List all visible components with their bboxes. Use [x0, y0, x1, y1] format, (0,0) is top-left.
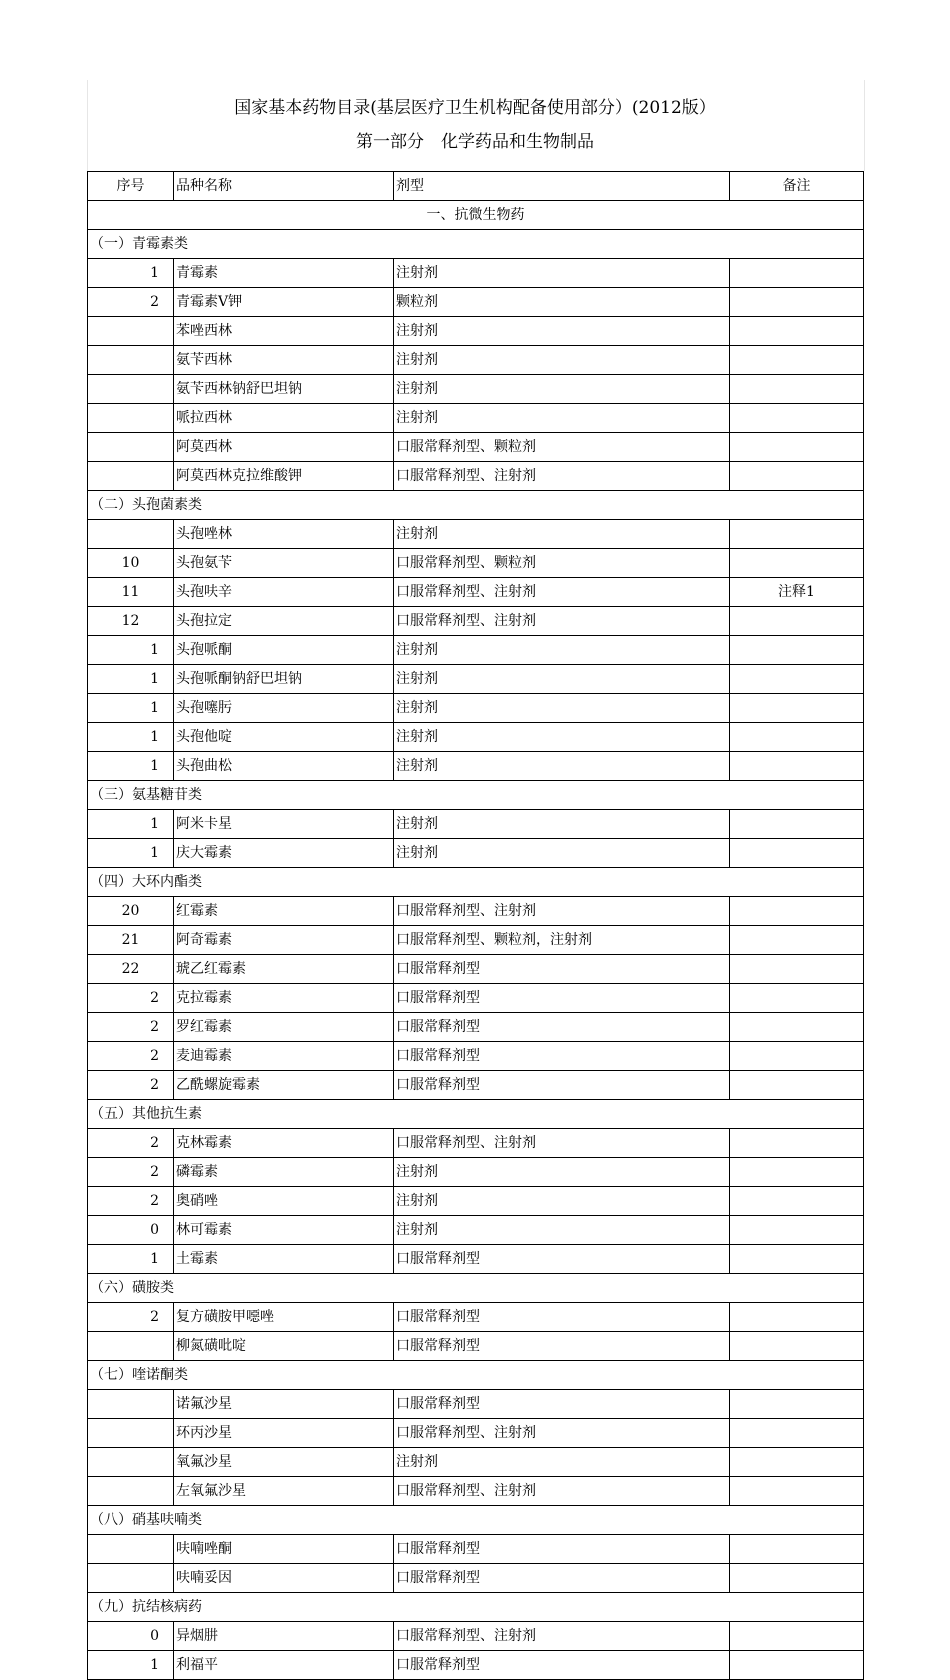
page-subtitle: 第一部分 化学药品和生物制品	[356, 132, 594, 152]
remark	[730, 1477, 864, 1506]
row-number	[88, 520, 174, 549]
drug-name: 阿莫西林克拉维酸钾	[174, 462, 394, 491]
row-number: 2	[88, 1129, 174, 1158]
table-row	[88, 897, 864, 926]
table-row	[88, 1303, 864, 1332]
row-number	[88, 404, 174, 433]
remark	[730, 1158, 864, 1187]
table-row	[88, 462, 864, 491]
table-row	[88, 1419, 864, 1448]
table-row	[88, 607, 864, 636]
drug-name: 头孢哌酮	[174, 636, 394, 665]
drug-name: 奥硝唑	[174, 1187, 394, 1216]
table-row	[88, 1216, 864, 1245]
dosage-form: 注射剂	[394, 694, 730, 723]
drug-name: 呋喃妥因	[174, 1564, 394, 1593]
drug-name: 乙酰螺旋霉素	[174, 1071, 394, 1100]
dosage-form: 口服常释剂型	[394, 1390, 730, 1419]
drug-name: 阿奇霉素	[174, 926, 394, 955]
drug-name: 克林霉素	[174, 1129, 394, 1158]
drug-name: 柳氮磺吡啶	[174, 1332, 394, 1361]
drug-name: 庆大霉素	[174, 839, 394, 868]
dosage-form: 口服常释剂型、注射剂	[394, 1129, 730, 1158]
dosage-form: 注射剂	[394, 723, 730, 752]
column-header: 备注	[730, 172, 864, 201]
remark	[730, 1216, 864, 1245]
dosage-form: 注射剂	[394, 346, 730, 375]
dosage-form: 注射剂	[394, 1448, 730, 1477]
dosage-form: 注射剂	[394, 317, 730, 346]
row-number	[88, 346, 174, 375]
table-row	[88, 1448, 864, 1477]
remark	[730, 752, 864, 781]
table-row	[88, 810, 864, 839]
dosage-form: 口服常释剂型、注射剂	[394, 1419, 730, 1448]
row-number	[88, 1390, 174, 1419]
remark	[730, 404, 864, 433]
table-row	[88, 433, 864, 462]
column-header: 品种名称	[174, 172, 394, 201]
row-number: 20	[88, 897, 174, 926]
category-heading: （七）喹诺酮类	[88, 1361, 864, 1390]
remark	[730, 259, 864, 288]
remark	[730, 549, 864, 578]
dosage-form: 注射剂	[394, 636, 730, 665]
dosage-form: 注射剂	[394, 1158, 730, 1187]
drug-name: 诺氟沙星	[174, 1390, 394, 1419]
row-number: 2	[88, 984, 174, 1013]
category-row	[88, 781, 864, 810]
dosage-form: 注射剂	[394, 839, 730, 868]
table-row	[88, 984, 864, 1013]
drug-name: 利福平	[174, 1651, 394, 1680]
remark	[730, 1564, 864, 1593]
category-heading: （二）头孢菌素类	[88, 491, 864, 520]
category-row	[88, 1506, 864, 1535]
drug-name: 氧氟沙星	[174, 1448, 394, 1477]
dosage-form: 口服常释剂型、颗粒剂，注射剂	[394, 926, 730, 955]
remark	[730, 839, 864, 868]
remark	[730, 433, 864, 462]
dosage-form: 注射剂	[394, 665, 730, 694]
row-number	[88, 1477, 174, 1506]
remark	[730, 1448, 864, 1477]
table-row	[88, 1129, 864, 1158]
dosage-form: 注射剂	[394, 259, 730, 288]
row-number: 2	[88, 288, 174, 317]
row-number	[88, 317, 174, 346]
table-row	[88, 752, 864, 781]
table-row	[88, 636, 864, 665]
row-number: 2	[88, 1071, 174, 1100]
remark	[730, 1651, 864, 1680]
category-heading: （八）硝基呋喃类	[88, 1506, 864, 1535]
drug-name: 异烟肼	[174, 1622, 394, 1651]
remark	[730, 1129, 864, 1158]
category-heading: （六）磺胺类	[88, 1274, 864, 1303]
table-row	[88, 259, 864, 288]
dosage-form: 口服常释剂型、注射剂	[394, 897, 730, 926]
remark	[730, 1419, 864, 1448]
drug-name: 青霉素	[174, 259, 394, 288]
remark	[730, 1013, 864, 1042]
drug-name: 头孢曲松	[174, 752, 394, 781]
dosage-form: 口服常释剂型	[394, 1303, 730, 1332]
drug-table-body	[88, 172, 864, 1680]
table-row	[88, 1651, 864, 1680]
remark	[730, 926, 864, 955]
remark	[730, 462, 864, 491]
remark	[730, 665, 864, 694]
row-number: 0	[88, 1216, 174, 1245]
dosage-form: 口服常释剂型	[394, 1332, 730, 1361]
remark	[730, 1071, 864, 1100]
drug-name: 阿米卡星	[174, 810, 394, 839]
row-number: 2	[88, 1187, 174, 1216]
remark	[730, 810, 864, 839]
category-row	[88, 230, 864, 259]
row-number	[88, 462, 174, 491]
remark	[730, 955, 864, 984]
dosage-form: 口服常释剂型	[394, 1071, 730, 1100]
row-number: 1	[88, 752, 174, 781]
remark	[730, 1042, 864, 1071]
table-row	[88, 549, 864, 578]
category-row	[88, 868, 864, 897]
row-number: 22	[88, 955, 174, 984]
table-row	[88, 1535, 864, 1564]
remark	[730, 1187, 864, 1216]
dosage-form: 注射剂	[394, 1216, 730, 1245]
row-number: 2	[88, 1303, 174, 1332]
dosage-form: 口服常释剂型	[394, 1564, 730, 1593]
row-number: 10	[88, 549, 174, 578]
drug-name: 头孢他啶	[174, 723, 394, 752]
category-row	[88, 1100, 864, 1129]
table-row	[88, 1390, 864, 1419]
drug-name: 氨苄西林钠舒巴坦钠	[174, 375, 394, 404]
drug-name: 头孢哌酮钠舒巴坦钠	[174, 665, 394, 694]
remark	[730, 636, 864, 665]
remark	[730, 723, 864, 752]
category-row	[88, 491, 864, 520]
category-row	[88, 1361, 864, 1390]
remark	[730, 694, 864, 723]
row-number: 21	[88, 926, 174, 955]
drug-name: 苯唑西林	[174, 317, 394, 346]
remark	[730, 1535, 864, 1564]
row-number: 1	[88, 723, 174, 752]
row-number: 0	[88, 1622, 174, 1651]
drug-name: 呋喃唑酮	[174, 1535, 394, 1564]
remark	[730, 346, 864, 375]
header-row	[88, 172, 864, 201]
row-number	[88, 1535, 174, 1564]
row-number	[88, 1448, 174, 1477]
category-heading: （四）大环内酯类	[88, 868, 864, 897]
dosage-form: 口服常释剂型、注射剂	[394, 607, 730, 636]
table-row	[88, 1477, 864, 1506]
row-number	[88, 375, 174, 404]
row-number: 1	[88, 1245, 174, 1274]
table-row	[88, 1332, 864, 1361]
drug-name: 磷霉素	[174, 1158, 394, 1187]
row-number: 1	[88, 1651, 174, 1680]
dosage-form: 口服常释剂型	[394, 1651, 730, 1680]
table-row	[88, 520, 864, 549]
remark	[730, 984, 864, 1013]
table-row	[88, 288, 864, 317]
row-number: 2	[88, 1013, 174, 1042]
drug-name: 头孢氨苄	[174, 549, 394, 578]
drug-table	[87, 171, 864, 1680]
remark	[730, 897, 864, 926]
table-row	[88, 1158, 864, 1187]
dosage-form: 口服常释剂型、注射剂	[394, 578, 730, 607]
table-row	[88, 1622, 864, 1651]
row-number: 1	[88, 636, 174, 665]
dosage-form: 口服常释剂型	[394, 955, 730, 984]
drug-name: 罗红霉素	[174, 1013, 394, 1042]
row-number: 11	[88, 578, 174, 607]
remark	[730, 520, 864, 549]
drug-name: 复方磺胺甲噁唑	[174, 1303, 394, 1332]
row-number: 2	[88, 1042, 174, 1071]
dosage-form: 口服常释剂型、颗粒剂	[394, 549, 730, 578]
drug-name: 阿莫西林	[174, 433, 394, 462]
drug-name: 左氧氟沙星	[174, 1477, 394, 1506]
drug-name: 头孢呋辛	[174, 578, 394, 607]
dosage-form: 注射剂	[394, 810, 730, 839]
category-row	[88, 1593, 864, 1622]
drug-name: 琥乙红霉素	[174, 955, 394, 984]
table-row	[88, 926, 864, 955]
drug-name: 林可霉素	[174, 1216, 394, 1245]
remark	[730, 375, 864, 404]
table-row	[88, 578, 864, 607]
drug-name: 哌拉西林	[174, 404, 394, 433]
row-number: 1	[88, 694, 174, 723]
table-row	[88, 1564, 864, 1593]
dosage-form: 注射剂	[394, 752, 730, 781]
table-row	[88, 404, 864, 433]
dosage-form: 口服常释剂型、注射剂	[394, 1477, 730, 1506]
remark: 注释1	[730, 578, 864, 607]
dosage-form: 注射剂	[394, 1187, 730, 1216]
table-row	[88, 1042, 864, 1071]
table-row	[88, 346, 864, 375]
category-heading: （九）抗结核病药	[88, 1593, 864, 1622]
column-header: 剂型	[394, 172, 730, 201]
row-number: 1	[88, 665, 174, 694]
table-row	[88, 375, 864, 404]
dosage-form: 口服常释剂型、注射剂	[394, 462, 730, 491]
remark	[730, 1622, 864, 1651]
dosage-form: 注射剂	[394, 375, 730, 404]
drug-name: 头孢噻肟	[174, 694, 394, 723]
remark	[730, 607, 864, 636]
table-row	[88, 1187, 864, 1216]
dosage-form: 注射剂	[394, 404, 730, 433]
remark	[730, 288, 864, 317]
drug-name: 青霉素V钾	[174, 288, 394, 317]
drug-name: 麦迪霉素	[174, 1042, 394, 1071]
table-row	[88, 317, 864, 346]
dosage-form: 口服常释剂型	[394, 1013, 730, 1042]
dosage-form: 口服常释剂型	[394, 1245, 730, 1274]
dosage-form: 口服常释剂型	[394, 1042, 730, 1071]
category-row	[88, 1274, 864, 1303]
table-row	[88, 723, 864, 752]
table-row	[88, 1245, 864, 1274]
drug-name: 克拉霉素	[174, 984, 394, 1013]
dosage-form: 口服常释剂型、颗粒剂	[394, 433, 730, 462]
remark	[730, 317, 864, 346]
category-heading: （三）氨基糖苷类	[88, 781, 864, 810]
drug-name: 红霉素	[174, 897, 394, 926]
category-heading: （一）青霉素类	[88, 230, 864, 259]
row-number: 12	[88, 607, 174, 636]
table-row	[88, 665, 864, 694]
table-row	[88, 955, 864, 984]
dosage-form: 颗粒剂	[394, 288, 730, 317]
dosage-form: 口服常释剂型、注射剂	[394, 1622, 730, 1651]
drug-name: 土霉素	[174, 1245, 394, 1274]
row-number: 1	[88, 259, 174, 288]
page-title: 国家基本药物目录(基层医疗卫生机构配备使用部分）(2012版）	[234, 98, 716, 118]
dosage-form: 注射剂	[394, 520, 730, 549]
column-header: 序号	[88, 172, 174, 201]
table-row	[88, 839, 864, 868]
category-heading: （五）其他抗生素	[88, 1100, 864, 1129]
remark	[730, 1245, 864, 1274]
remark	[730, 1303, 864, 1332]
table-row	[88, 694, 864, 723]
remark	[730, 1390, 864, 1419]
row-number: 1	[88, 810, 174, 839]
row-number: 1	[88, 839, 174, 868]
drug-name: 环丙沙星	[174, 1419, 394, 1448]
dosage-form: 口服常释剂型	[394, 984, 730, 1013]
row-number	[88, 1419, 174, 1448]
drug-name: 头孢拉定	[174, 607, 394, 636]
section-row	[88, 201, 864, 230]
row-number	[88, 433, 174, 462]
row-number: 2	[88, 1158, 174, 1187]
section-heading: 一、抗微生物药	[88, 201, 864, 230]
table-row	[88, 1013, 864, 1042]
row-number	[88, 1564, 174, 1593]
row-number	[88, 1332, 174, 1361]
remark	[730, 1332, 864, 1361]
table-row	[88, 1071, 864, 1100]
drug-name: 氨苄西林	[174, 346, 394, 375]
drug-name: 头孢唑林	[174, 520, 394, 549]
dosage-form: 口服常释剂型	[394, 1535, 730, 1564]
